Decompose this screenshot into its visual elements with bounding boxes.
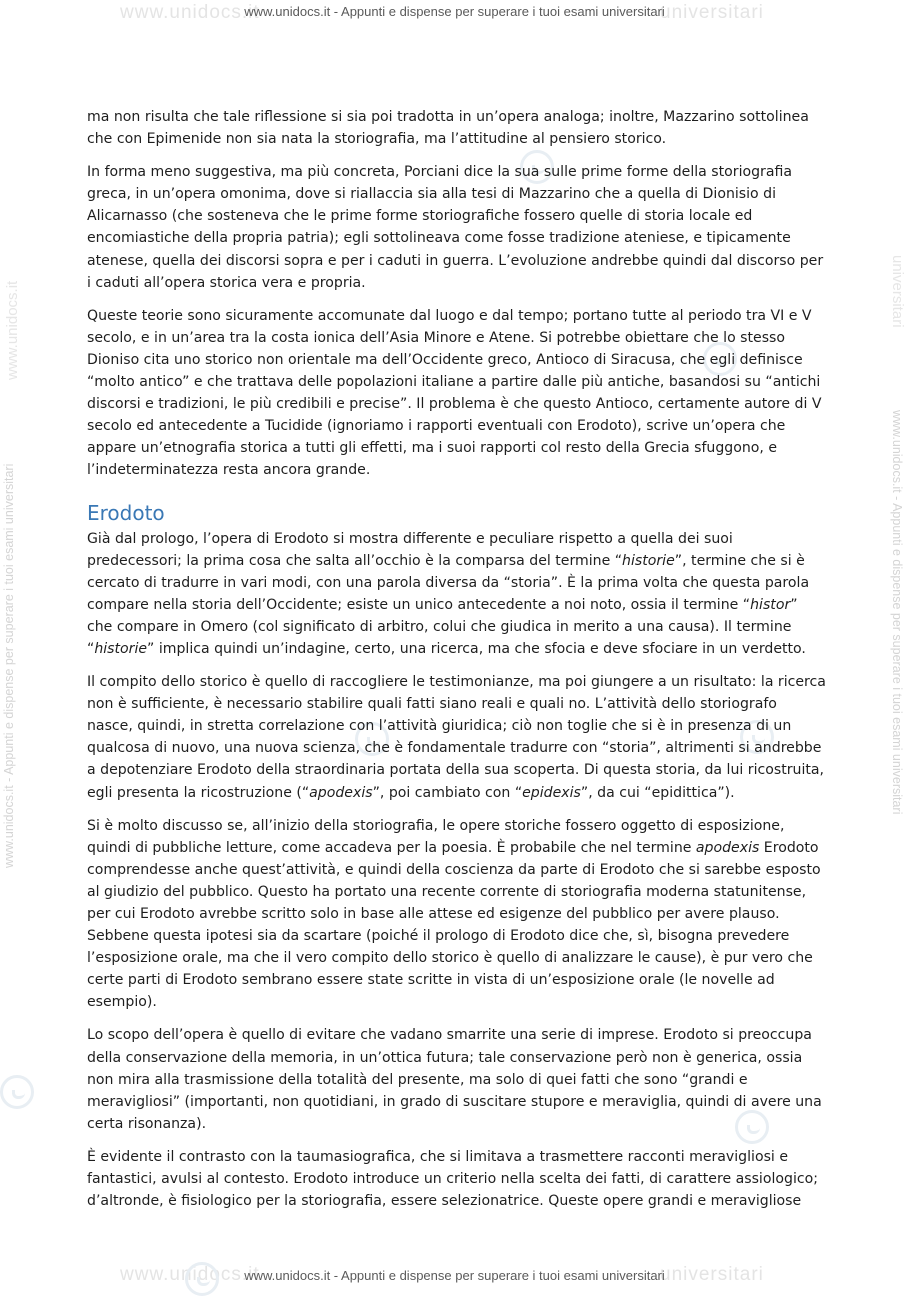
paragraph (87, 528, 827, 661)
watermark-side-right: www.unidocs.it - Appunti e dispense per superare i tuoi esami universitari (890, 410, 904, 815)
text-run: ”, termine che si è cercato di tradurre in vari modi, con una parola diversa da “storia”. È la prima volta che questa parola compare nella storia dell’Occidente; esiste un unico antecedente a noi noto, ossia il termine “ (87, 552, 810, 613)
watermark-side-right-faint: universitari (889, 255, 906, 328)
italic-term: historie (622, 552, 675, 569)
text-run: Già dal prologo, l’opera di Erodoto si mostra differente e peculiare rispetto a quella dei suoi predecessori; la prima cosa che salta all’occhio è la comparsa del termine “ (87, 530, 733, 569)
italic-term: epidexis (522, 784, 581, 801)
italic-term: apodexis (695, 839, 760, 856)
italic-term: historie (94, 640, 148, 657)
watermark-logo-icon (0, 1075, 34, 1109)
text-run: ” che compare in Omero (col significato di arbitro, colui che giudica in merito a una causa). Il termine “ (87, 596, 798, 657)
text-run: Erodoto comprendesse anche quest’attività, e quindi della coscienza da parte di Erodoto che si sarebbe esposto al giudizio del pubblico. Questo ha portato una recente corrente di storiografia moderna statunitense, per cui Erodoto avrebbe scritto solo in base alle attese ed esigenze del pubblico per avere plauso. Sebbene questa ipotesi sia da scartare (poiché il prologo di Erodoto dice che, sì, bisogna prevedere l’esposizione orale, ma che il vero compito dello storico è quello di analizzare le cause), è pur vero che certe parti di Erodoto sembrano essere state scritte in vista di un’esposizione orale (le novelle ad esempio). (87, 839, 821, 1011)
watermark-ghost-bottom-right: universitari (660, 1264, 764, 1285)
watermark-side-left: www.unidocs.it - Appunti e dispense per superare i tuoi esami universitari (2, 463, 16, 868)
paragraph: ma non risulta che tale riflessione si sia poi tradotta in un’opera analoga; inoltre, Mazzarino sottolinea che con Epimenide non sia nata la storiografia, ma l’attitudine al pensiero storico. (87, 109, 809, 148)
watermark-ghost-top-left: www.unidocs.it (120, 2, 260, 23)
text-run: ” implica quindi un’indagine, certo, una ricerca, ma che sfocia e deve sfociare in un verdetto. (147, 640, 806, 657)
paragraph: Lo scopo dell’opera è quello di evitare che vadano smarrite una serie di imprese. Erodoto si preoccupa della conservazione della memoria, in un’ottica futura; tale conservazione però non è generica, ossia non mira alla trasmissione della totalità del presente, ma solo di quei fatti che sono “grandi e meravigliosi” (importanti, non quotidiani, in grado di suscitare stupore e meraviglia, quindi di avere una certa risonanza). (87, 1027, 822, 1132)
watermark-side-left-faint: www.unidocs.it (4, 280, 21, 380)
paragraph (87, 815, 827, 1014)
paragraph: Queste teorie sono sicuramente accomunate dal luogo e dal tempo; portano tutte al periodo tra VI e V secolo, e in un’area tra la costa ionica dell’Asia Minore e Atene. Si potrebbe obiettare che lo stesso Dioniso cita uno storico non orientale ma dell’Occidente greco, Antioco di Siracusa, che egli definisce “molto antico” e che trattava delle popolazioni italiane a partire dalle più antiche, basandosi su “antichi discorsi e tradizioni, le più credibili e precise”. Il problema è che questo Antioco, certamente autore di V secolo ed antecedente a Tucidide (ignoriamo i rapporti eventuali con Erodoto), scrive un’opera che appare un’etnografia storica a tutti gli effetti, ma i suoi rapporti col resto della Grecia sfuggono, e l’indeterminatezza resta ancora grande. (87, 307, 822, 479)
paragraph (87, 671, 827, 804)
watermark-banner-bottom[interactable]: www.unidocs.it - Appunti e dispense per superare i tuoi esami universitari (244, 1268, 665, 1283)
text-run: Il compito dello storico è quello di raccogliere le testimonianze, ma poi giungere a un risultato: la ricerca non è sufficiente, è necessario stabilire quali fatti siano reali e quali no. L’attività dello storiografo nasce, quindi, in stretta correlazione con l’attività giuridica; ciò non toglie che si è in presenza di un qualcosa di nuovo, una nuova scienza, che è fondamentale tradurre con “storia”, altrimenti si andrebbe a depotenziare Erodoto della straordinaria portata della sua scoperta. Di questa storia, da lui ricostruita, egli presenta la ricostruzione (“ (87, 674, 826, 801)
italic-term: apodexis (309, 784, 373, 801)
paragraph: In forma meno suggestiva, ma più concreta, Porciani dice la sua sulle prime forme della storiografia greca, in un’opera omonima, dove si riallaccia sia alla tesi di Mazzarino che a quella di Dionisio di Alicarnasso (che sosteneva che le prime forme storiografiche fossero quelle di storia locale ed encomiastiche della propria patria); egli sottolineava come fosse tradizione ateniese, e tipicamente atenese, quella dei discorsi sopra e per i caduti in guerra. L’evoluzione andrebbe quindi dal discorso per i caduti all’opera storica vera e propria. (87, 164, 824, 291)
text-run: ”, poi cambiato con “ (372, 784, 523, 801)
watermark-ghost-bottom-left: www.unidocs.it (120, 1264, 260, 1285)
section-heading: Erodoto (87, 500, 165, 525)
italic-term: histor (750, 596, 791, 613)
watermark-logo-icon (185, 1262, 219, 1296)
paragraph: È evidente il contrasto con la taumasiografica, che si limitava a trasmettere racconti meravigliosi e fantastici, avulsi al contesto. Erodoto introduce un criterio nella scelta dei fatti, di carattere assiologico; d’altronde, è fisiologico per la storiografia, essere selezionatrice. Queste opere grandi e meravigliose (87, 1148, 818, 1210)
document-body (87, 106, 827, 1223)
text-run: ”, da cui “epidittica”). (580, 784, 735, 801)
watermark-ghost-top-right: universitari (660, 2, 764, 23)
text-run: Si è molto discusso se, all’inizio della storiografia, le opere storiche fossero oggetto di esposizione, quindi di pubbliche letture, come accadeva per la poesia. È probabile che nel termine (87, 817, 785, 856)
watermark-banner-top[interactable]: www.unidocs.it - Appunti e dispense per superare i tuoi esami universitari (244, 4, 665, 19)
